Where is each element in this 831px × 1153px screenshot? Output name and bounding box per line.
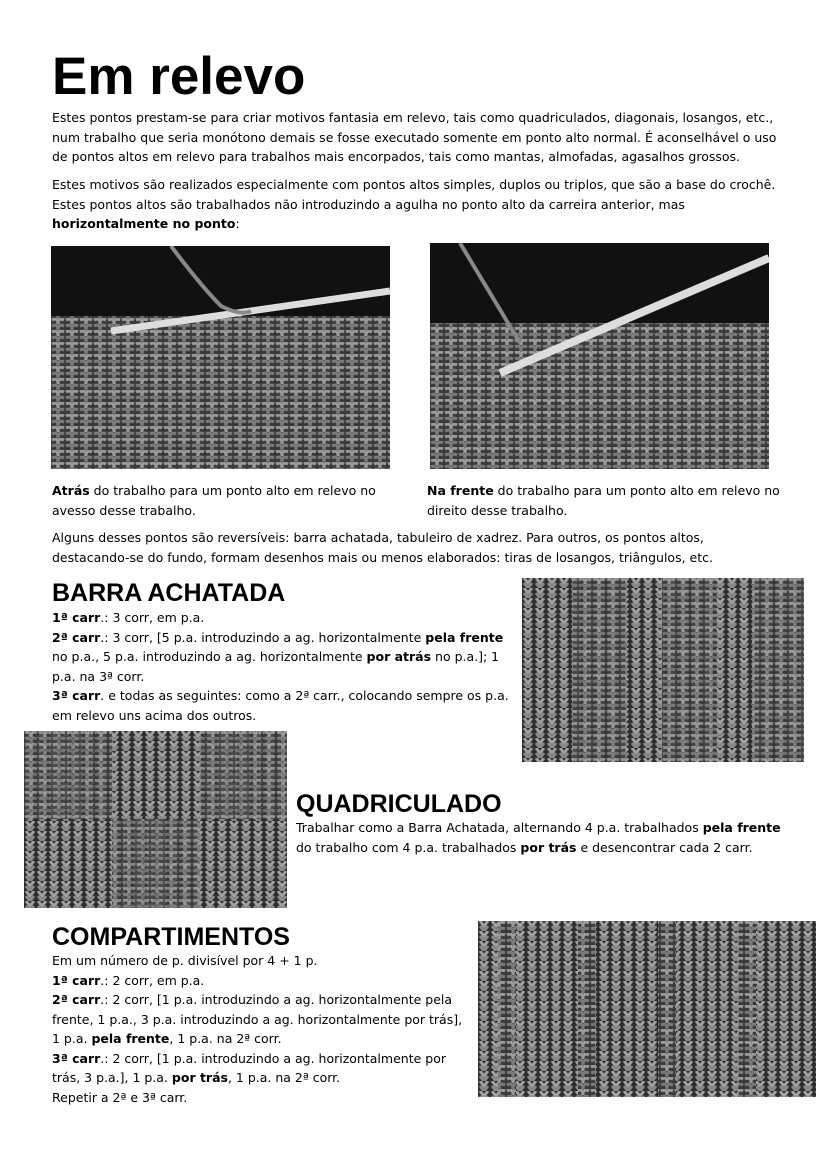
comp-row-2: 2ª carr.: 2 corr, [1 p.a. introduzindo a ag. horizontalmente pela frente, 1 p.a., 3 p.a. introduzindo a ag. horizontalmente por trás], 1 p.a. pela frente, 1 p.a. na 2ª corr. <box>52 992 463 1046</box>
photo-barra-achatada <box>522 578 804 762</box>
intro-paragraph-2: Estes motivos são realizados especialmente com pontos altos simples, duplos ou triplos, que são a base do crochê. Estes pontos altos são trabalhados não introduzindo a agulha no ponto alto da carreira anterior, mas horizontalmente no ponto: <box>52 177 776 231</box>
comp-row-0: Em um número de p. divisível por 4 + 1 p. <box>52 953 318 968</box>
photo-quadriculado <box>24 731 287 908</box>
caption-front: Na frente do trabalho para um ponto alto em relevo no direito desse trabalho. <box>427 483 780 518</box>
barra-instructions <box>52 608 517 725</box>
comp-row-4: Repetir a 2ª e 3ª carr. <box>52 1089 188 1105</box>
quadriculado-heading: QUADRICULADO <box>296 790 502 818</box>
photo-compartimentos <box>478 921 816 1097</box>
barra-row-3: 3ª carr. e todas as seguintes: como a 2ª carr., colocando sempre os p.a. em relevo uns acima dos outros. <box>52 688 509 723</box>
comp-row-1: 1ª carr.: 2 corr, em p.a. <box>52 972 205 988</box>
page-title: Em relevo <box>52 47 306 106</box>
barra-row-2: 2ª carr.: 3 corr, [5 p.a. introduzindo a ag. horizontalmente pela frente no p.a., 5 p.a. introduzindo a ag. horizontalmente por atrás no p.a.]; 1 p.a. na 3ª corr. <box>52 629 504 684</box>
compartimentos-heading: COMPARTIMENTOS <box>52 923 290 951</box>
barra-heading: BARRA ACHATADA <box>52 579 286 607</box>
reversible-paragraph: Alguns desses pontos são reversíveis: barra achatada, tabuleiro de xadrez. Para outros, os pontos altos, destacando-se do fundo, formam desenhos mais ou menos elaborados: tiras de losangos, triângulos, etc. <box>52 530 713 565</box>
caption-back: Atrás do trabalho para um ponto alto em relevo no avesso desse trabalho. <box>52 483 376 518</box>
intro-paragraph-1: Estes pontos prestam-se para criar motivos fantasia em relevo, tais como quadriculados, diagonais, losangos, etc., num trabalho que seria monótono demais se fosse executado somente em ponto alto normal. É aconselhável o uso de pontos altos em relevo para trabalhos mais encorpados, tais como mantas, almofadas, agasalhos grossos. <box>52 110 777 164</box>
barra-row-1: 1ª carr.: 3 corr, em p.a. <box>52 610 205 625</box>
photo-front-of-work <box>430 243 769 469</box>
quadriculado-text: Trabalhar como a Barra Achatada, alternando 4 p.a. trabalhados pela frente do trabalho com 4 p.a. trabalhados por trás e desencontrar cada 2 carr. <box>296 820 781 855</box>
photo-back-of-work <box>51 246 390 469</box>
compartimentos-instructions <box>52 951 472 1107</box>
comp-row-3: 3ª carr.: 2 corr, [1 p.a. introduzindo a ag. horizontalmente por trás, 3 p.a.], 1 p.a. por trás, 1 p.a. na 2ª corr. <box>52 1050 446 1085</box>
